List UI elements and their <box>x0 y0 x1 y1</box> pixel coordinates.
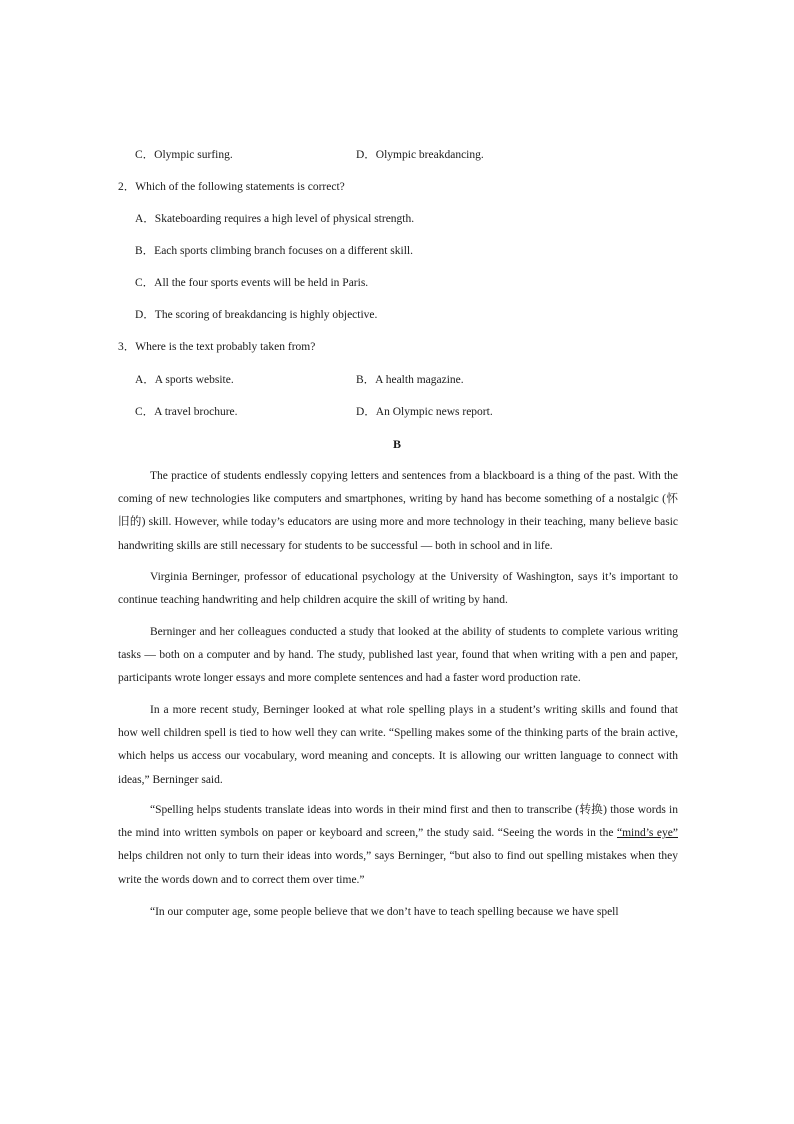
q3-option-c: C．A travel brochure. <box>135 406 238 418</box>
paragraph-2: Virginia Berninger, professor of educational psychology at the University of Washington, says it’s important to continue teaching handwriting and help children acquire the skill of writing by hand. <box>118 571 678 607</box>
paragraph-6: “In our computer age, some people believe that we don’t have to teach spelling because we have spell <box>150 906 619 918</box>
q1-option-c: C．Olympic surfing. <box>135 149 233 161</box>
q3-option-b: B．A health magazine. <box>356 374 464 386</box>
paragraph-5-text-a: “Spelling helps students translate ideas into words in their mind first and then to transcribe (转换) those words in the mind into written symbols on paper or keyboard and screen,” the study said. “Seeing the words in the <box>118 804 678 840</box>
q3-option-d: D．An Olympic news report. <box>356 406 493 418</box>
q2-stem: 2．Which of the following statements is correct? <box>118 181 345 193</box>
q1-option-d: D．Olympic breakdancing. <box>356 149 484 161</box>
q2-option-b: B．Each sports climbing branch focuses on a different skill. <box>135 245 413 257</box>
underlined-phrase: “mind’s eye” <box>616 827 678 840</box>
paragraph-3: Berninger and her colleagues conducted a study that looked at the ability of students to complete various writing tasks — both on a computer and by hand. The study, published last year, found that when writing with a pen and paper, participants wrote longer essays and more complete sentences and had a faster word production rate. <box>118 626 678 685</box>
q2-option-d: D．The scoring of breakdancing is highly objective. <box>135 309 378 321</box>
q2-option-c: C．All the four sports events will be held in Paris. <box>135 277 369 289</box>
q3-option-a: A．A sports website. <box>135 374 234 386</box>
paragraph-5-text-b: helps children not only to turn their ideas into words,” says Berninger, “but also to find out spelling mistakes when they write the words down and to correct them over time.” <box>118 850 678 886</box>
section-title: B <box>392 437 401 451</box>
paragraph-1: The practice of students endlessly copying letters and sentences from a blackboard is a thing of the past. With the coming of new technologies like computers and smartphones, writing by hand has become something of a nostalgic (怀旧的) skill. However, while today’s educators are using more and more technology in their teaching, many believe basic handwriting skills are still necessary for students to be successful — both in school and in life. <box>118 470 678 552</box>
q3-stem: 3．Where is the text probably taken from? <box>118 341 316 353</box>
paragraph-5 <box>118 799 678 892</box>
paragraph-4: In a more recent study, Berninger looked at what role spelling plays in a student’s writing skills and found that how well children spell is tied to how well they can write. “Spelling makes some of the thinking parts of the brain active, which helps us access our vocabulary, word meaning and concepts. It is allowing our written language to connect with ideas,” Berninger said. <box>118 704 678 786</box>
q2-option-a: A．Skateboarding requires a high level of physical strength. <box>135 213 415 225</box>
